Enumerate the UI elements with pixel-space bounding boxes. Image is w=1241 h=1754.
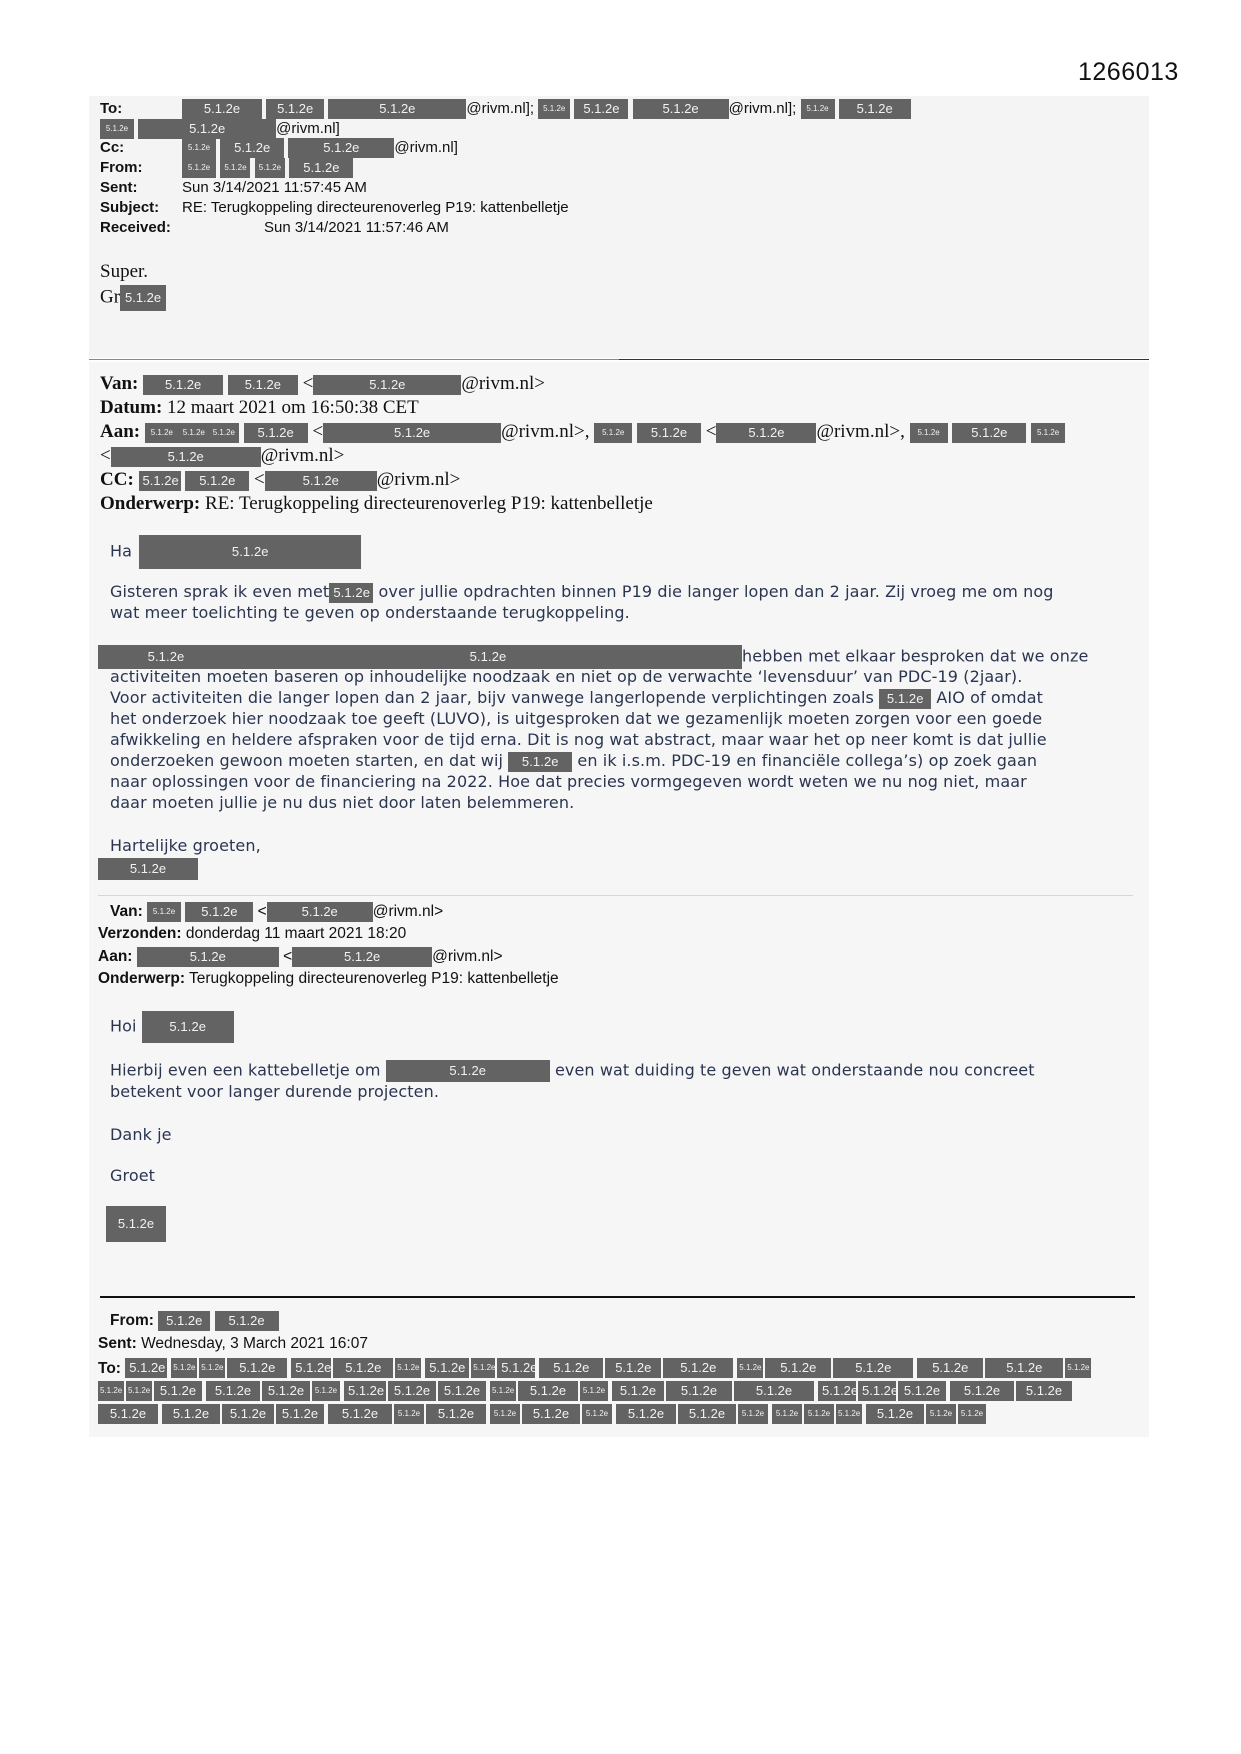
redaction: 5.1.2e xyxy=(898,1381,946,1401)
redaction: 5.1.2e xyxy=(289,158,353,178)
redaction: 5.1.2e xyxy=(858,1381,896,1401)
document-number: 1266013 xyxy=(1078,58,1179,86)
redaction: 5.1.2e xyxy=(839,99,911,119)
redaction: 5.1.2e xyxy=(616,1404,676,1424)
email4-sent-row xyxy=(98,1335,368,1353)
received-label: Received: xyxy=(100,219,171,236)
redaction: 5.1.2e xyxy=(234,645,742,669)
email1-body-line2 xyxy=(100,285,166,311)
redaction: 5.1.2e xyxy=(244,423,308,443)
redaction: 5.1.2e xyxy=(185,902,253,922)
redaction: 5.1.2e xyxy=(508,752,572,772)
email3-greeting xyxy=(110,1011,234,1043)
email4-from-row xyxy=(110,1311,279,1331)
redaction: 5.1.2e xyxy=(182,99,262,119)
redaction: 5.1.2e xyxy=(142,1011,234,1043)
redaction: 5.1.2e xyxy=(137,947,279,967)
datum-label: Datum: xyxy=(100,397,163,418)
redaction: 5.1.2e xyxy=(143,375,223,395)
redaction: 5.1.2e xyxy=(228,375,298,395)
email2-p2-line3 xyxy=(110,688,1043,709)
sent-value: Sun 3/14/2021 11:57:45 AM xyxy=(182,179,367,196)
redaction: 5.1.2e xyxy=(182,158,216,178)
email-domain: @rivm.nl> xyxy=(376,469,461,490)
email-domain: @rivm.nl>, xyxy=(501,421,590,442)
p1-text: Hierbij even een kattebelletje om xyxy=(110,1060,381,1080)
email-domain: @rivm.nl]; xyxy=(466,99,535,117)
redaction: 5.1.2e xyxy=(222,1404,274,1424)
email1-sent-row xyxy=(100,179,367,196)
datum-value: 12 maart 2021 om 16:50:38 CET xyxy=(167,397,419,418)
email-domain: @rivm.nl] xyxy=(276,119,340,137)
redaction: 5.1.2e xyxy=(1031,423,1065,443)
redaction: 5.1.2e xyxy=(139,471,181,491)
redaction: 5.1.2e xyxy=(329,583,373,603)
redaction: 5.1.2e xyxy=(426,1404,486,1424)
email3-groet: Groet xyxy=(110,1166,156,1185)
redaction: 5.1.2e xyxy=(182,138,216,158)
from-label: From: xyxy=(110,1312,154,1330)
email1-to-line2 xyxy=(100,119,340,139)
redaction: 5.1.2e xyxy=(663,1358,733,1378)
divider xyxy=(98,895,1133,896)
redaction: 5.1.2e xyxy=(836,1404,862,1424)
redaction: 5.1.2e xyxy=(958,1404,986,1424)
email2-aan-row: Aan: 5.1.2e 5.1.2e 5.1.2e 5.1.2e < 5.1.2e @rivm.nl>, 5.1.2e 5.1.2e < 5.1.2e @rivm.nl>, 5.1.2e 5.1.2e 5.1.2e xyxy=(100,421,1065,443)
email2-aan-line2: < 5.1.2e @rivm.nl> xyxy=(100,445,345,466)
redaction: 5.1.2e xyxy=(394,1404,424,1424)
redaction: 5.1.2e xyxy=(772,1404,802,1424)
email2-cc-row: CC: 5.1.2e 5.1.2e < 5.1.2e @rivm.nl> xyxy=(100,469,461,490)
redaction: 5.1.2e xyxy=(145,423,179,443)
redaction: 5.1.2e xyxy=(438,1381,486,1401)
redaction: 5.1.2e xyxy=(605,1358,661,1378)
verzonden-value: donderdag 11 maart 2021 18:20 xyxy=(185,925,407,942)
email3-signature xyxy=(106,1206,166,1242)
email1-from-value xyxy=(182,158,353,178)
redaction: 5.1.2e xyxy=(111,447,261,467)
redaction: 5.1.2e xyxy=(917,1358,983,1378)
redaction: 5.1.2e xyxy=(388,1381,436,1401)
redaction: 5.1.2e xyxy=(926,1404,956,1424)
email1-cc-value xyxy=(182,138,458,158)
p2-text: hebben met elkaar besproken dat we onze xyxy=(742,646,1089,666)
from-label: From: xyxy=(100,159,143,176)
redaction: 5.1.2e xyxy=(471,1358,495,1378)
email2-p2-line7: naar oplossingen voor de financiering na 2022. Hoe dat precies vormgegeven wordt weten we nu nog niet, maar xyxy=(110,772,1027,791)
email3-p1-line2: betekent voor langer durende projecten. xyxy=(110,1082,440,1101)
p2-text: en ik i.s.m. PDC-19 en financiële collega’s) op zoek gaan xyxy=(577,751,1038,770)
redaction: 5.1.2e xyxy=(171,1358,197,1378)
redaction: 5.1.2e xyxy=(154,1381,202,1401)
received-value: Sun 3/14/2021 11:57:46 AM xyxy=(264,219,449,236)
redaction: 5.1.2e xyxy=(801,99,835,119)
onderwerp-value: RE: Terugkoppeling directeurenoverleg P19: kattenbelletje xyxy=(205,493,653,514)
redaction: 5.1.2e xyxy=(765,1358,831,1378)
email1-cc-row xyxy=(100,139,182,156)
divider xyxy=(89,359,619,360)
email2-p1-line2: wat meer toelichting te geven op onderstaande terugkoppeling. xyxy=(110,603,630,622)
redaction: 5.1.2e xyxy=(209,423,239,443)
email2-background xyxy=(89,362,1149,1437)
email1-from-row xyxy=(100,159,182,176)
redaction: 5.1.2e xyxy=(158,1311,210,1331)
redaction: 5.1.2e xyxy=(594,423,632,443)
redaction: 5.1.2e xyxy=(910,423,948,443)
redaction: 5.1.2e xyxy=(106,1206,166,1242)
redaction: 5.1.2e xyxy=(950,1381,1014,1401)
redaction: 5.1.2e xyxy=(333,1358,393,1378)
redaction: 5.1.2e xyxy=(1065,1358,1091,1378)
p1-text: over jullie opdrachten binnen P19 die langer lopen dan 2 jaar. Zij vroeg me om nog xyxy=(378,582,1054,601)
redaction: 5.1.2e xyxy=(425,1358,469,1378)
redaction: 5.1.2e xyxy=(490,1381,516,1401)
email-domain: @rivm.nl>, xyxy=(816,421,905,442)
redaction: 5.1.2e xyxy=(262,1381,310,1401)
redaction: 5.1.2e xyxy=(220,158,250,178)
aan-label: Aan: xyxy=(100,421,141,442)
redaction: 5.1.2e xyxy=(98,645,234,669)
email2-p2-line6 xyxy=(110,751,1037,772)
van-label: Van: xyxy=(110,903,143,921)
redaction: 5.1.2e xyxy=(147,902,181,922)
redaction: 5.1.2e xyxy=(98,1381,124,1401)
email2-p2-line5: afwikkeling en heldere afspraken voor de tijd erna. Dit is nog wat abstract, maar waar het op neer komt is dat jullie xyxy=(110,730,1047,749)
divider xyxy=(619,359,1149,360)
redaction: 5.1.2e xyxy=(276,1404,324,1424)
redaction: 5.1.2e xyxy=(490,1404,520,1424)
redaction: 5.1.2e xyxy=(582,1404,612,1424)
verzonden-label: Verzonden: xyxy=(98,925,182,942)
redaction: 5.1.2e xyxy=(125,1358,167,1378)
redaction: 5.1.2e xyxy=(98,1404,158,1424)
email-domain: @rivm.nl] xyxy=(394,138,458,156)
email2-van-row: Van: 5.1.2e 5.1.2e < 5.1.2e @rivm.nl> xyxy=(100,373,545,394)
subject-label: Subject: xyxy=(100,199,160,216)
redaction: 5.1.2e xyxy=(804,1404,834,1424)
redaction: 5.1.2e xyxy=(215,1311,279,1331)
redaction: 5.1.2e xyxy=(574,99,628,119)
redaction: 5.1.2e xyxy=(879,689,931,709)
redaction: 5.1.2e xyxy=(395,1358,421,1378)
p2-text: Voor activiteiten die langer lopen dan 2 jaar, bijv vanwege langerlopende verplichtingen zoals xyxy=(110,688,874,707)
email-domain: @rivm.nl]; xyxy=(728,99,797,117)
to-label: To: xyxy=(98,1360,121,1377)
email2-p2-line2: activiteiten moeten baseren op inhoudelijke noodzaak en niet op de verwachte ‘levensduur’ van PDC-19 (2jaar). xyxy=(110,667,1023,686)
redaction: 5.1.2e xyxy=(738,1404,768,1424)
p2-text: onderzoeken gewoon moeten starten, en dat wij xyxy=(110,751,504,770)
cc-label: Cc: xyxy=(100,139,125,156)
email4-to-row xyxy=(98,1357,1118,1426)
p1-text: Gisteren sprak ik even met xyxy=(110,582,330,601)
redaction: 5.1.2e xyxy=(220,138,284,158)
redaction: 5.1.2e xyxy=(288,138,394,158)
redaction: 5.1.2e xyxy=(138,119,276,139)
redaction: 5.1.2e xyxy=(497,1358,535,1378)
redaction: 5.1.2e xyxy=(637,423,701,443)
redaction: 5.1.2e xyxy=(1016,1381,1072,1401)
redaction: 5.1.2e xyxy=(734,1381,814,1401)
redaction: 5.1.2e xyxy=(266,99,324,119)
redaction: 5.1.2e xyxy=(313,375,461,395)
redaction: 5.1.2e xyxy=(227,1358,287,1378)
redaction: 5.1.2e xyxy=(518,1381,578,1401)
email1-received-row xyxy=(100,219,449,236)
email2-signature xyxy=(98,858,198,880)
redaction: 5.1.2e xyxy=(952,423,1026,443)
email1-subject-row xyxy=(100,199,569,216)
redaction: 5.1.2e xyxy=(126,1381,152,1401)
email1-to-row xyxy=(100,100,182,117)
email3-onderwerp-row xyxy=(98,970,559,988)
sent-label: Sent: xyxy=(100,179,138,196)
sent-label: Sent: xyxy=(98,1335,137,1352)
redaction: 5.1.2e xyxy=(255,158,285,178)
redaction: 5.1.2e xyxy=(328,1404,392,1424)
p1-text: even wat duiding te geven wat onderstaande nou concreet xyxy=(554,1060,1035,1080)
email2-onderwerp-row xyxy=(100,493,653,515)
signoff: Gr xyxy=(100,286,121,308)
email-domain: @rivm.nl> xyxy=(260,445,345,466)
redaction: 5.1.2e xyxy=(120,285,166,311)
email2-datum-row xyxy=(100,397,419,419)
recipient-list xyxy=(98,1360,1095,1423)
email3-verzonden-row xyxy=(98,925,406,943)
redaction: 5.1.2e xyxy=(985,1358,1063,1378)
sent-value: Wednesday, 3 March 2021 16:07 xyxy=(141,1335,368,1352)
to-label: To: xyxy=(100,100,123,117)
redaction: 5.1.2e xyxy=(139,535,361,569)
cc-label: CC: xyxy=(100,469,134,490)
redaction: 5.1.2e xyxy=(206,1381,260,1401)
email2-closing: Hartelijke groeten, xyxy=(110,836,261,855)
redaction: 5.1.2e xyxy=(833,1358,913,1378)
redaction: 5.1.2e xyxy=(344,1381,386,1401)
redaction: 5.1.2e xyxy=(866,1404,924,1424)
email2-p1-line1 xyxy=(110,582,1054,603)
onderwerp-label: Onderwerp: xyxy=(100,493,201,514)
email1-to-recipients xyxy=(182,99,911,119)
redaction: 5.1.2e xyxy=(737,1358,763,1378)
email3-thanks: Dank je xyxy=(110,1125,172,1144)
greeting-text: Ha xyxy=(110,541,133,561)
subject-value: RE: Terugkoppeling directeurenoverleg P19: kattenbelletje xyxy=(182,199,569,216)
email3-aan-row: Aan: 5.1.2e < 5.1.2e @rivm.nl> xyxy=(98,948,503,966)
email-domain: @rivm.nl> xyxy=(372,903,444,921)
redaction: 5.1.2e xyxy=(716,423,816,443)
onderwerp-label: Onderwerp: xyxy=(98,970,185,987)
redaction: 5.1.2e xyxy=(323,423,501,443)
redaction: 5.1.2e xyxy=(633,99,729,119)
redaction: 5.1.2e xyxy=(291,1358,331,1378)
redaction: 5.1.2e xyxy=(98,858,198,880)
redaction: 5.1.2e xyxy=(312,1381,340,1401)
redaction: 5.1.2e xyxy=(678,1404,736,1424)
redaction: 5.1.2e xyxy=(100,119,134,139)
email3-p1-line1 xyxy=(110,1060,1035,1082)
redaction: 5.1.2e xyxy=(538,99,570,119)
redaction: 5.1.2e xyxy=(386,1060,550,1082)
redaction: 5.1.2e xyxy=(539,1358,603,1378)
redaction: 5.1.2e xyxy=(265,471,377,491)
van-label: Van: xyxy=(100,373,139,394)
redaction: 5.1.2e xyxy=(818,1381,856,1401)
aan-label: Aan: xyxy=(98,948,133,966)
redaction: 5.1.2e xyxy=(199,1358,225,1378)
p2-text: AIO of omdat xyxy=(936,688,1044,707)
redaction: 5.1.2e xyxy=(179,423,209,443)
email1-body-line1: Super. xyxy=(100,261,149,282)
redaction: 5.1.2e xyxy=(328,99,466,119)
email-domain: @rivm.nl> xyxy=(461,373,545,394)
redaction: 5.1.2e xyxy=(580,1381,608,1401)
greeting-text: Hoi xyxy=(110,1016,137,1036)
redaction: 5.1.2e xyxy=(267,902,373,922)
redaction: 5.1.2e xyxy=(522,1404,580,1424)
email3-van-row: Van: 5.1.2e 5.1.2e < 5.1.2e @rivm.nl> xyxy=(110,903,444,921)
divider xyxy=(100,1296,1135,1298)
redaction: 5.1.2e xyxy=(162,1404,220,1424)
email2-greeting xyxy=(110,535,361,569)
onderwerp-value: Terugkoppeling directeurenoverleg P19: kattenbelletje xyxy=(189,970,559,987)
email2-p2-line4: het onderzoek hier noodzaak toe geeft (LUVO), is uitgesproken dat we gezamenlijk moeten zorgen voor een goede xyxy=(110,709,1043,728)
email2-p2-line1 xyxy=(98,645,1088,669)
redaction: 5.1.2e xyxy=(666,1381,732,1401)
redaction: 5.1.2e xyxy=(292,947,432,967)
redaction: 5.1.2e xyxy=(185,471,249,491)
email2-p2-line8: daar moeten jullie je nu dus niet door laten belemmeren. xyxy=(110,793,575,812)
email-domain: @rivm.nl> xyxy=(432,948,503,966)
redaction: 5.1.2e xyxy=(612,1381,664,1401)
